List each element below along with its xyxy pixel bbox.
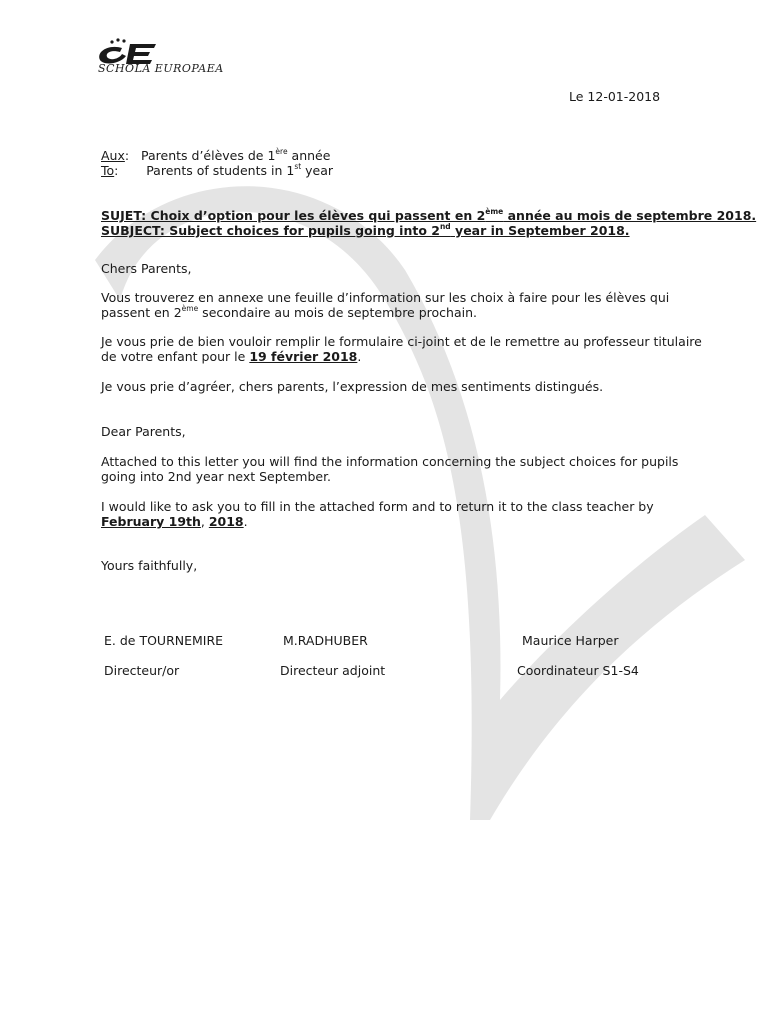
- signatory-name-2: M.RADHUBER: [283, 633, 368, 648]
- fr-p2-text: de votre enfant pour le: [101, 349, 250, 364]
- subject-fr: [101, 208, 756, 223]
- fr-paragraph-1-line-2: [101, 305, 477, 320]
- subject-en-sup: nd: [439, 222, 451, 231]
- signatory-name-3: Maurice Harper: [522, 633, 619, 648]
- en-paragraph-2-line-2: [101, 514, 248, 529]
- fr-deadline: 19 février 2018: [249, 349, 358, 364]
- en-paragraph-1-line-2: going into 2nd year next September.: [101, 469, 332, 484]
- fr-p1-sup: ème: [181, 304, 199, 313]
- fr-paragraph-2-line-1: Je vous prie de bien vouloir remplir le formulaire ci-joint et de le remettre au professeur titulaire: [101, 334, 702, 349]
- signatory-title-3: Coordinateur S1-S4: [517, 663, 639, 678]
- en-closing: Yours faithfully,: [101, 558, 198, 573]
- salutation-en: Dear Parents,: [101, 424, 186, 439]
- fr-paragraph-1-line-1: Vous trouverez en annexe une feuille d’information sur les choix à faire pour les élèves qui: [101, 290, 670, 305]
- en-deadline-comma: ,: [200, 514, 209, 529]
- fr-paragraph-2-line-2: [101, 349, 361, 364]
- en-paragraph-2-line-1: I would like to ask you to fill in the attached form and to return it to the class teacher by: [101, 499, 654, 514]
- salutation-fr: Chers Parents,: [101, 261, 192, 276]
- aux-text-end: année: [287, 148, 331, 163]
- recipient-line-en: To: Parents of students in 1st year: [101, 162, 334, 178]
- en-deadline-end: .: [243, 514, 248, 529]
- en-deadline-date: February 19th: [101, 514, 201, 529]
- en-deadline-year: 2018: [208, 514, 244, 529]
- signatory-title-1: Directeur/or: [104, 663, 180, 678]
- fr-p1-end: secondaire au mois de septembre prochain.: [198, 305, 477, 320]
- letter-date: Le 12-01-2018: [569, 89, 661, 104]
- fr-p2-end: .: [357, 349, 362, 364]
- aux-sup: ère: [275, 147, 288, 156]
- fr-p1-text: passent en 2: [101, 305, 182, 320]
- to-text: Parents of students in 1: [146, 163, 295, 178]
- signatory-name-1: E. de TOURNEMIRE: [104, 633, 224, 648]
- subject-en-end: year in September 2018.: [450, 223, 630, 238]
- signatory-title-2: Directeur adjoint: [280, 663, 386, 678]
- to-sup: st: [294, 162, 302, 171]
- subject-en-text: SUBJECT: Subject choices for pupils going into 2: [101, 223, 440, 238]
- aux-label: Aux: [101, 148, 125, 163]
- aux-text: Parents d’élèves de 1: [141, 148, 276, 163]
- subject-fr-sup: ème: [485, 207, 504, 216]
- logo-text: SCHOLA EUROPAEA: [98, 62, 224, 75]
- subject-fr-end: année au mois de septembre 2018.: [503, 208, 757, 223]
- subject-en: [101, 223, 630, 238]
- to-label: To: [101, 163, 115, 178]
- recipient-line-fr: Aux: Parents d’élèves de 1ère année: [101, 147, 331, 163]
- fr-closing: Je vous prie d’agréer, chers parents, l’expression de mes sentiments distingués.: [101, 379, 604, 394]
- to-text-end: year: [301, 163, 334, 178]
- subject-fr-text: SUJET: Choix d’option pour les élèves qui passent en 2: [101, 208, 486, 223]
- en-paragraph-1-line-1: Attached to this letter you will find the information concerning the subject choices for pupils: [101, 454, 679, 469]
